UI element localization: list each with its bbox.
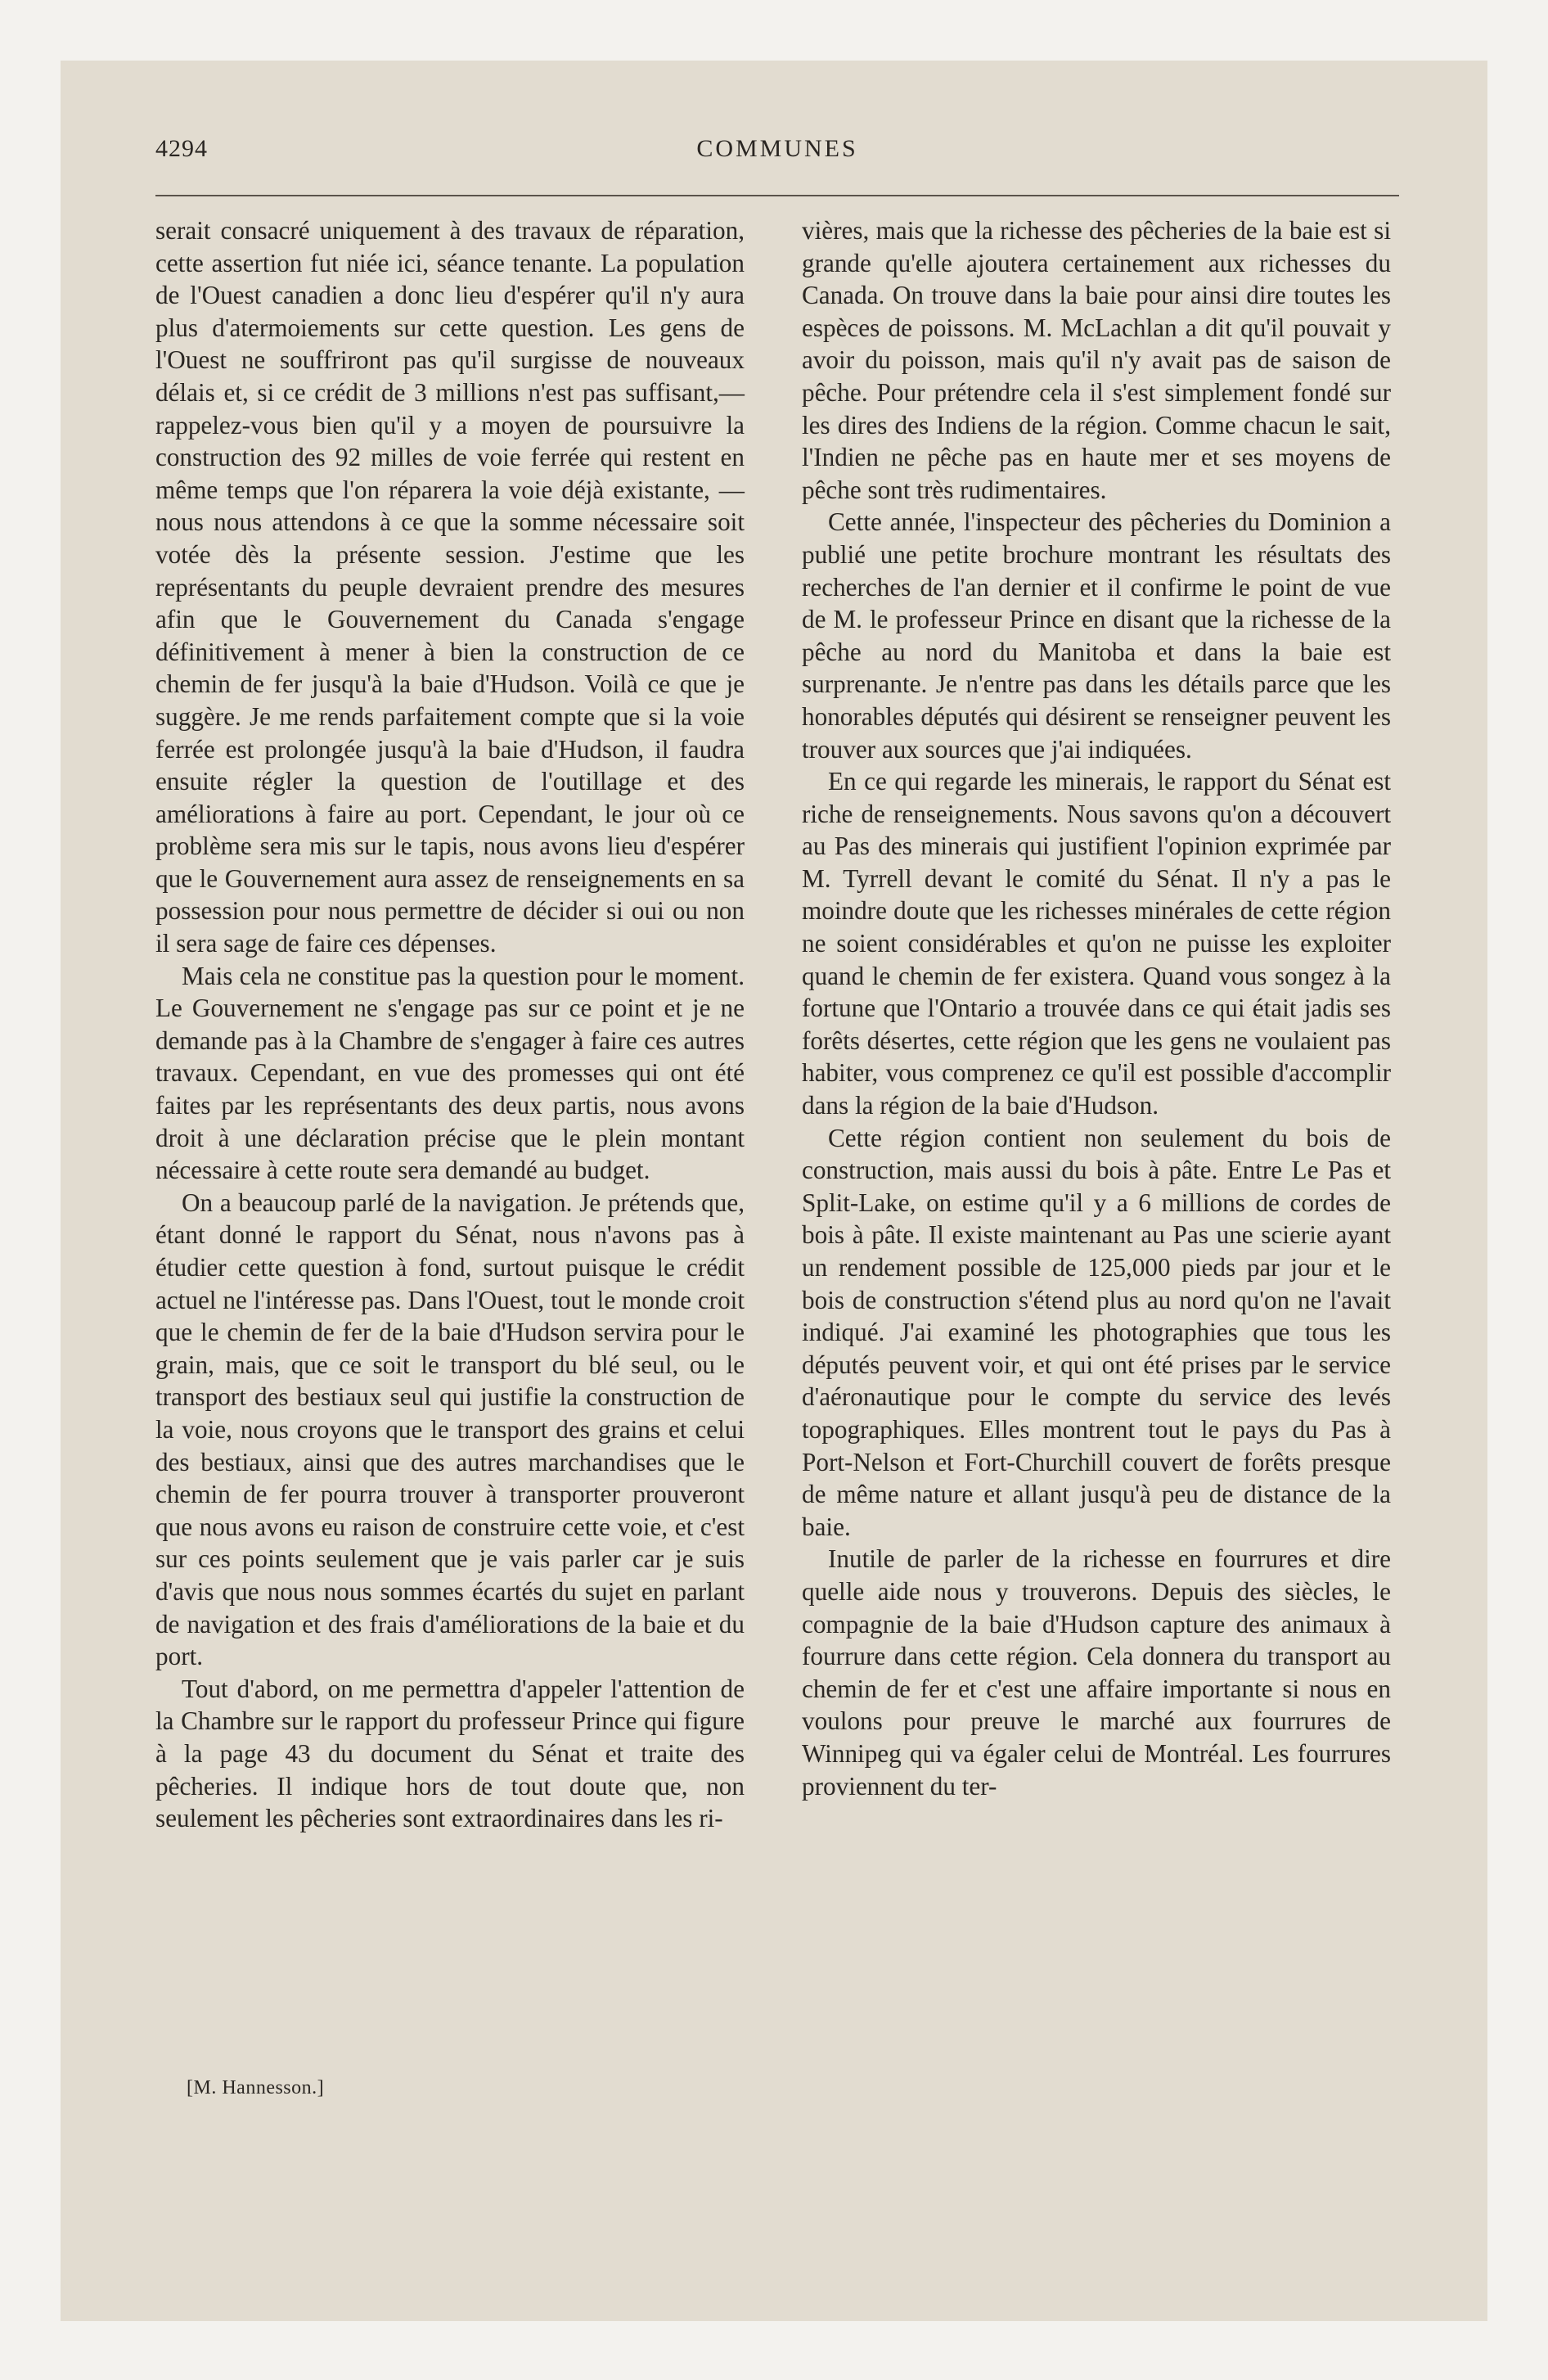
running-head: COMMUNES: [696, 135, 858, 162]
paragraph: Tout d'abord, on me permettra d'appeler l'attention de la Chambre sur le rapport du professeur Prince qui figure à la page 43 du document du Sénat et traite des pêcheries. Il indique hors de tout doute que, non seulement les pêcheries sont extraordinaires dans les ri-: [155, 1674, 745, 1833]
right-column: [802, 214, 1391, 1802]
paragraph: En ce qui regarde les minerais, le rapport du Sénat est riche de renseignements. Nous savons qu'on a découvert au Pas des minerais qui justifient l'opinion exprimée par M. Tyrrell devant le comité du Sénat. Il n'y a pas le moindre doute que les richesses minérales de cette région ne soient considérables et qu'on ne puisse les exploiter quand le chemin de fer existera. Quand vous songez à la fortune que l'Ontario a trouvée dans ce qui était jadis ses forêts désertes, cette région que les gens ne voulaient pas habiter, vous comprenez ce qu'il est possible d'accomplir dans la région de la baie d'Hudson.: [802, 767, 1391, 1120]
paragraph: Cette année, l'inspecteur des pêcheries du Dominion a publié une petite brochure montrant les résultats des recherches de l'an dernier et il confirme le point de vue de M. le professeur Prince en disant que la richesse de la pêche au nord du Manitoba et dans la baie est surprenante. Je n'entre pas dans les détails parce que les honorables députés qui désirent se renseigner peuvent les trouver aux sources que j'ai indiquées.: [802, 507, 1391, 764]
paragraph: Cette région contient non seulement du bois de construction, mais aussi du bois à pâte. Entre Le Pas et Split-Lake, on estime qu'il y a 6 millions de cordes de bois à pâte. Il existe maintenant au Pas une scierie ayant un rendement possible de 125,000 pieds par jour et le bois de construction s'étend plus au nord qu'on ne l'avait indiqué. J'ai examiné les photographies que tous les députés peuvent voir, et qui ont été prises par le service d'aéronautique pour le compte du service des levés topographiques. Elles montrent tout le pays du Pas à Port-Nelson et Fort-Churchill couvert de forêts presque de même nature et allant jusqu'à peu de distance de la baie.: [802, 1123, 1391, 1541]
speaker-attribution: [M. Hannesson.]: [187, 2077, 325, 2098]
paragraph: On a beaucoup parlé de la navigation. Je prétends que, étant donné le rapport du Sénat, nous n'avons pas à étudier cette question à fond, surtout puisque le crédit actuel ne l'intéresse pas. Dans l'Ouest, tout le monde croit que le chemin de fer de la baie d'Hudson servira pour le grain, mais, que ce soit le transport du blé seul, ou le transport des bestiaux seul qui justifie la construction de la voie, nous croyons que le transport des grains et celui des bestiaux, ainsi que des autres marchandises que le chemin de fer pourra trouver à transporter prouveront que nous avons eu raison de construire cette voie, et c'est sur ces points seulement que je vais parler car je suis d'avis que nous nous sommes écartés du sujet en parlant de navigation et des frais d'améliorations de la baie et du port.: [155, 1188, 745, 1671]
paragraph: Mais cela ne constitue pas la question pour le moment. Le Gouvernement ne s'engage pas sur ce point et je ne demande pas à la Chambre de s'engager à faire ces autres travaux. Cependant, en vue des promesses qui ont été faites par les représentants des deux partis, nous avons droit à une déclaration précise que le plein montant nécessaire à cette route sera demandé au budget.: [155, 961, 745, 1185]
paragraph: vières, mais que la richesse des pêcheries de la baie est si grande qu'elle ajoutera certainement aux richesses du Canada. On trouve dans la baie pour ainsi dire toutes les espèces de poissons. M. McLachlan a dit qu'il pouvait y avoir du poisson, mais qu'il n'y avait pas de saison de pêche. Pour prétendre cela il s'est simplement fondé sur les dires des Indiens de la région. Comme chacun le sait, l'Indien ne pêche pas en haute mer et ses moyens de pêche sont très rudimentaires.: [802, 216, 1391, 504]
page-number: 4294: [155, 135, 208, 162]
left-column: [155, 214, 745, 1835]
header-rule: [155, 195, 1399, 196]
page-header: [155, 135, 1399, 184]
paragraph: serait consacré uniquement à des travaux de réparation, cette assertion fut niée ici, séance tenante. La population de l'Ouest canadien a donc lieu d'espérer qu'il n'y aura plus d'atermoiements sur cette question. Les gens de l'Ouest ne souffriront pas qu'il surgisse de nouveaux délais et, si ce crédit de 3 millions n'est pas suffisant,—rappelez-vous bien qu'il y a moyen de poursuivre la construction des 92 milles de voie ferrée qui restent en même temps que l'on réparera la voie déjà existante, —nous nous attendons à ce que la somme nécessaire soit votée dès la présente session. J'estime que les représentants du peuple devraient prendre des mesures afin que le Gouvernement du Canada s'engage définitivement à mener à bien la construction de ce chemin de fer jusqu'à la baie d'Hudson. Voilà ce que je suggère. Je me rends parfaitement compte que si la voie ferrée est prolongée jusqu'à la baie d'Hudson, il faudra ensuite régler la question de l'outillage et des améliorations à faire au port. Cependant, le jour où ce problème sera mis sur le tapis, nous avons lieu d'espérer que le Gouvernement aura assez de renseignements en sa possession pour nous permettre de décider si oui ou non il sera sage de faire ces dépenses.: [155, 216, 745, 958]
paragraph: Inutile de parler de la richesse en fourrures et dire quelle aide nous y trouverons. Depuis des siècles, le compagnie de la baie d'Hudson capture des animaux à fourrure dans cette région. Cela donnera du transport au chemin de fer et c'est une affaire importante si nous en voulons pour preuve le marché aux fourrures de Winnipeg qui va égaler celui de Montréal. Les fourrures proviennent du ter-: [802, 1544, 1391, 1801]
